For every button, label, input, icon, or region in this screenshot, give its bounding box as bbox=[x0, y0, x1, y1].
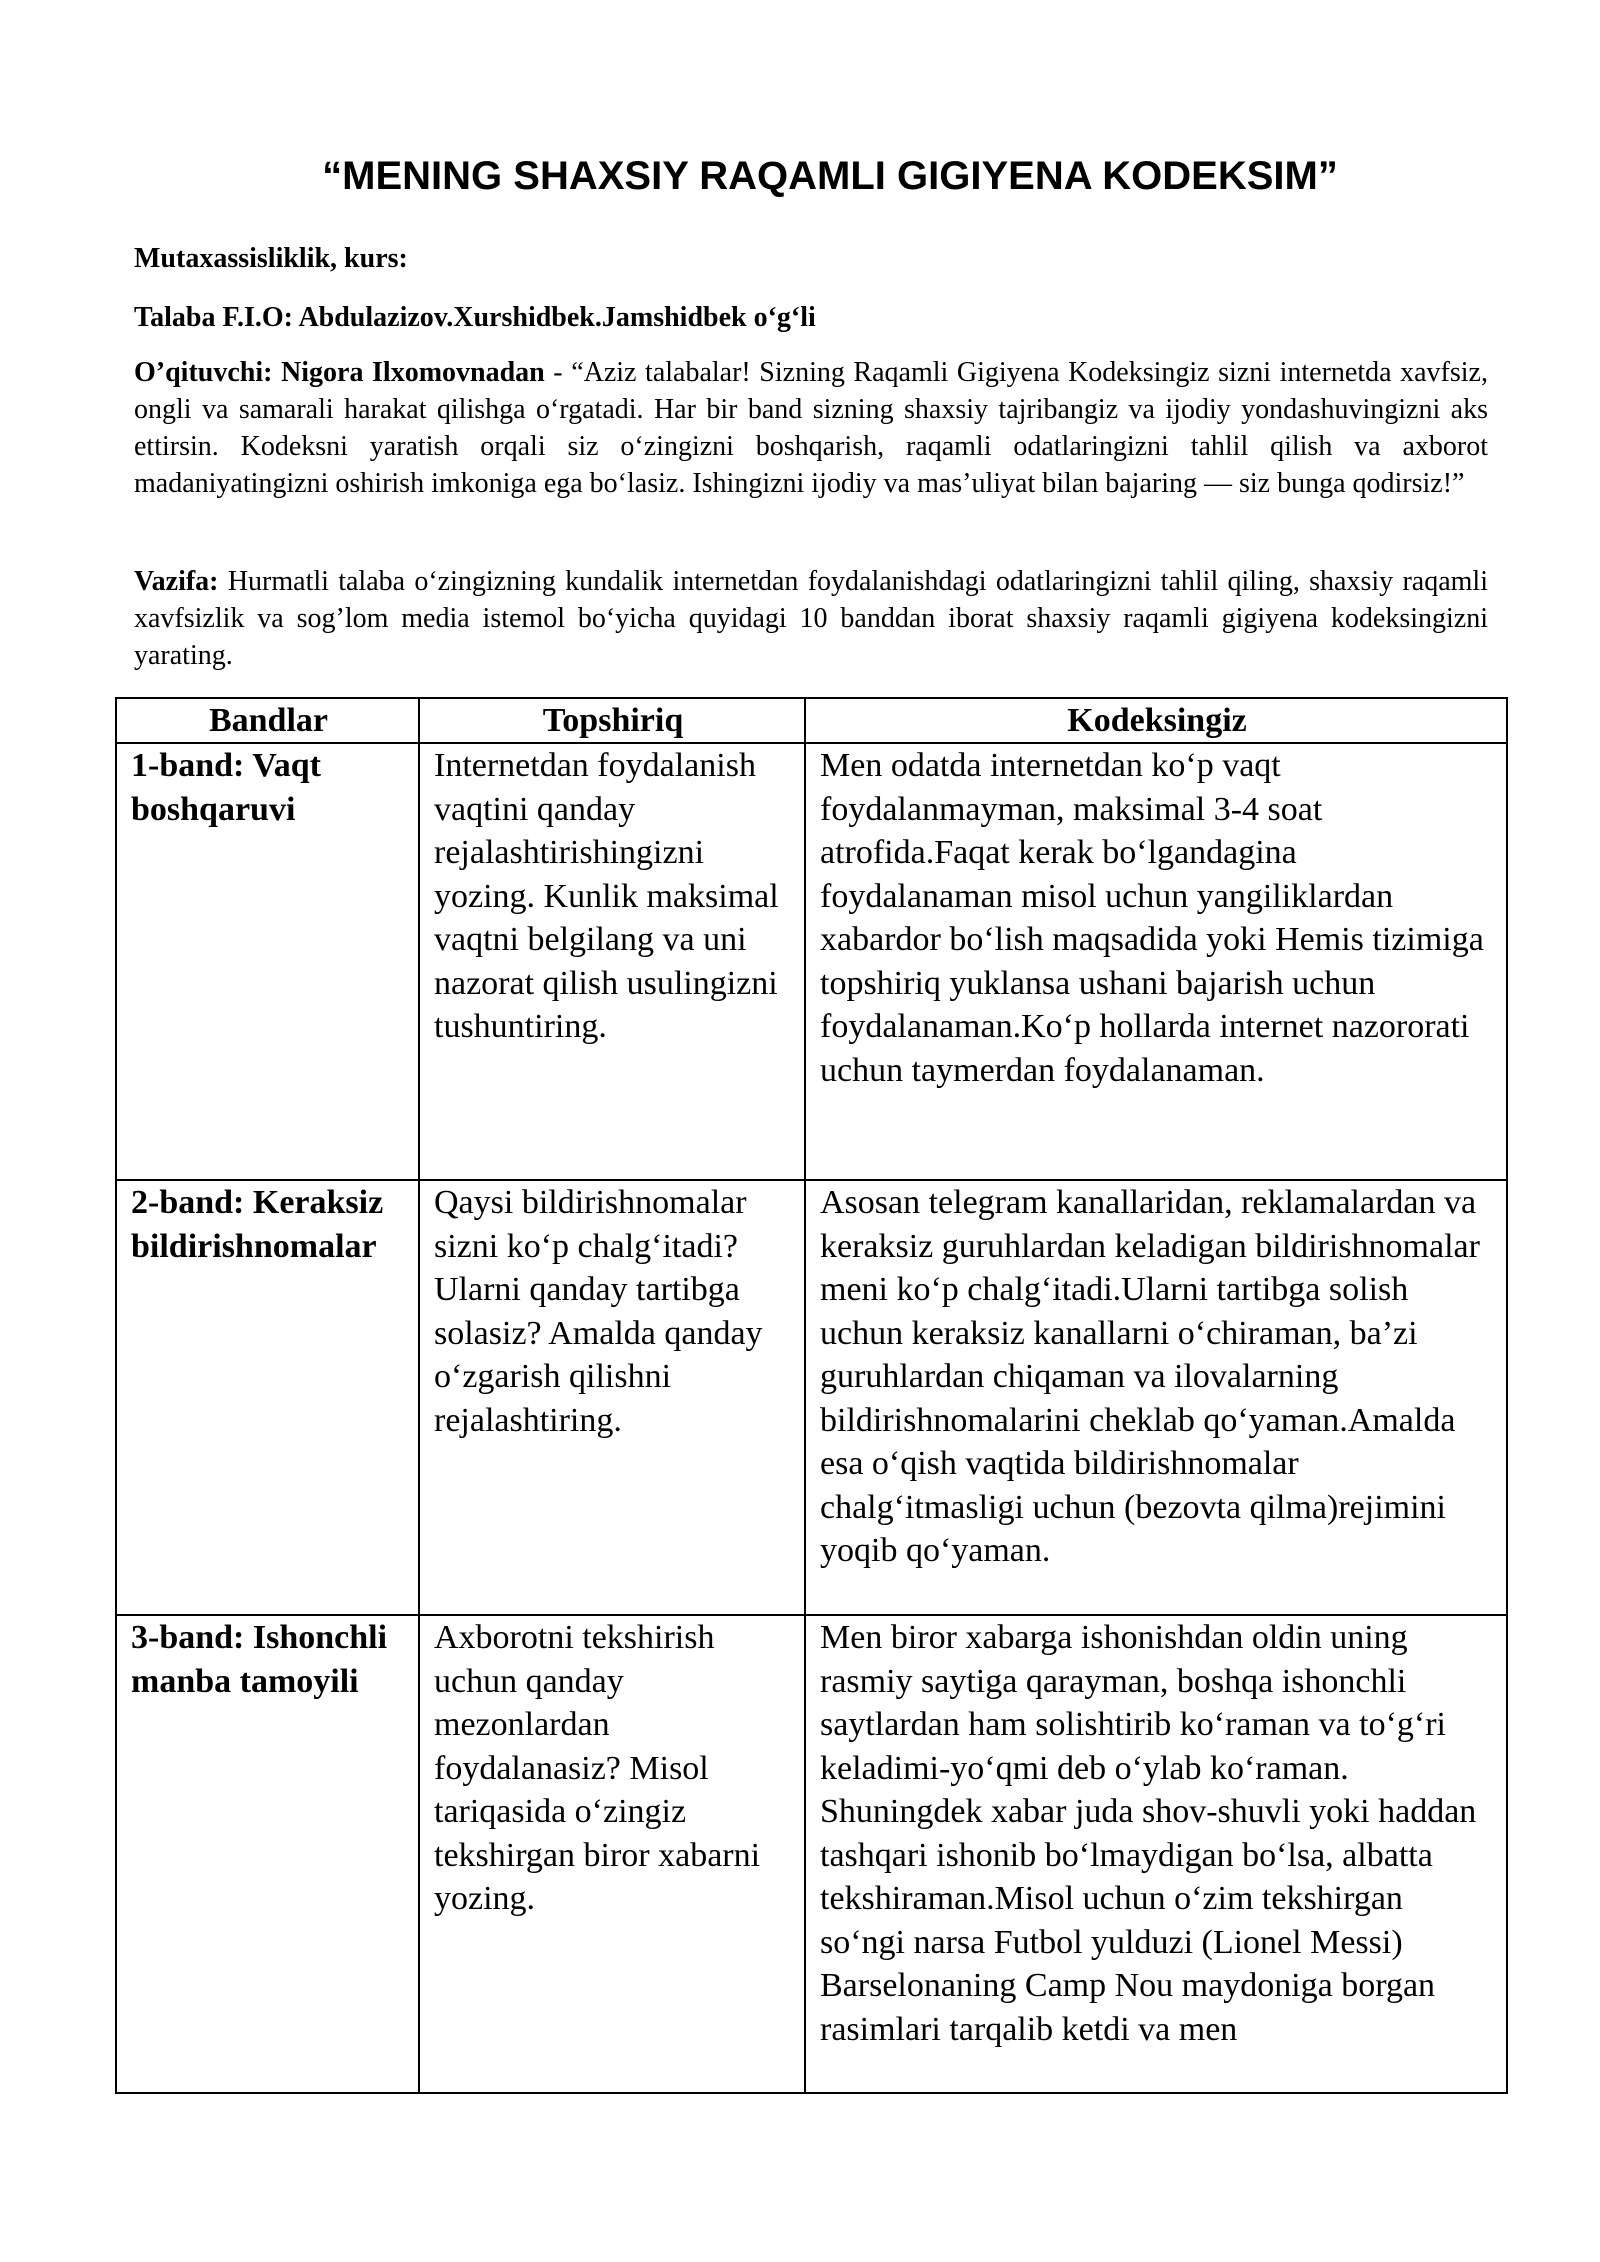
band-cell: 3-band: Ishonchli manba tamoyili bbox=[116, 1615, 419, 2093]
band-cell: 1-band: Vaqt boshqaruvi bbox=[116, 743, 419, 1180]
document-title: “MENING SHAXSIY RAQAMLI GIGIYENA KODEKSIM” bbox=[322, 154, 1338, 198]
specialty-label: Mutaxassisliklik, kurs: bbox=[134, 243, 408, 274]
teacher-paragraph bbox=[134, 354, 1488, 502]
student-line bbox=[134, 299, 1488, 336]
teacher-label: O’qituvchi: Nigora Ilxomovnadan bbox=[134, 357, 545, 388]
teacher-message: - “Aziz talabalar! Sizning Raqamli Gigiyena Kodeksingiz sizni internetda xavfsiz, ongli va samarali harakat qilishga o‘rgatadi. Har bir band sizning shaxsiy tajribangiz va ijodiy yondashuvingizni aks ettirsin. Kodeksni yaratish orqali siz o‘zingizni boshqarish, raqamli odatlaringizni tahlil qilish va axborot madaniyatingizni oshirish imkoniga ega bo‘lasiz. Ishingizni ijodiy va mas’uliyat bilan bajaring — siz bunga qodirsiz!” bbox=[134, 357, 1488, 499]
table-row bbox=[116, 1180, 1507, 1615]
codex-table bbox=[115, 697, 1508, 2094]
task-cell: Axborotni tekshirish uchun qanday mezonlardan foydalanasiz? Misol tariqasida o‘zingiz tekshirgan biror xabarni yozing. bbox=[419, 1615, 805, 2093]
header-topshiriq: Topshiriq bbox=[419, 698, 805, 743]
answer-cell: Asosan telegram kanallaridan, reklamalardan va keraksiz guruhlardan keladigan bildirishnomalar meni ko‘p chalg‘itadi.Ularni tartibga solish uchun keraksiz kanallarni o‘chiraman, ba’zi guruhlardan chiqaman va ilovalarning bildirishnomalarini cheklab qo‘yaman.Amalda esa o‘qish vaqtida bildirishnomalar chalg‘itmasligi uchun (bezovta qilma)rejimini yoqib qo‘yaman. bbox=[805, 1180, 1507, 1615]
task-cell: Internetdan foydalanish vaqtini qanday rejalashtirishingizni yozing. Kunlik maksimal vaqtni belgilang va uni nazorat qilish usulingizni tushuntiring. bbox=[419, 743, 805, 1180]
table-row bbox=[116, 1615, 1507, 2093]
task-paragraph bbox=[134, 563, 1488, 674]
header-kodeksingiz: Kodeksingiz bbox=[805, 698, 1507, 743]
task-cell: Qaysi bildirishnomalar sizni ko‘p chalg‘itadi? Ularni qanday tartibga solasiz? Amalda qanday o‘zgarish qilishni rejalashtiring. bbox=[419, 1180, 805, 1615]
header-bandlar: Bandlar bbox=[116, 698, 419, 743]
answer-cell: Men biror xabarga ishonishdan oldin uning rasmiy saytiga qarayman, boshqa ishonchli saytlardan ham solishtirib ko‘raman va to‘g‘ri keladimi-yo‘qmi deb o‘ylab ko‘raman. Shuningdek xabar juda shov-shuvli yoki haddan tashqari ishonib bo‘lmaydigan bo‘lsa, albatta tekshiraman.Misol uchun o‘zim tekshirgan so‘ngi narsa Futbol yulduzi (Lionel Messi) Barselonaning Camp Nou maydoniga borgan rasimlari tarqalib ketdi va men bbox=[805, 1615, 1507, 2093]
task-text: Hurmatli talaba o‘zingizning kundalik internetdan foydalanishdagi odatlaringizni tahlil qiling, shaxsiy raqamli xavfsizlik va sog’lom media istemol bo‘yicha quyidagi 10 banddan iborat shaxsiy raqamli gigiyena kodeksingizni yarating. bbox=[134, 566, 1488, 671]
table-header-row bbox=[116, 698, 1507, 743]
student-label: Talaba F.I.O: Abdulazizov.Xurshidbek.Jamshidbek o‘g‘li bbox=[134, 302, 816, 333]
table-row bbox=[116, 743, 1507, 1180]
specialty-line bbox=[134, 240, 1488, 277]
task-label: Vazifa: bbox=[134, 566, 219, 597]
answer-cell: Men odatda internetdan ko‘p vaqt foydalanmayman, maksimal 3-4 soat atrofida.Faqat kerak bo‘lgandagina foydalanaman misol uchun yangiliklardan xabardor bo‘lish maqsadida yoki Hemis tizimiga topshiriq yuklansa ushani bajarish uchun foydalanaman.Ko‘p hollarda internet nazororati uchun taymerdan foydalanaman. bbox=[805, 743, 1507, 1180]
band-cell: 2-band: Keraksiz bildirishnomalar bbox=[116, 1180, 419, 1615]
